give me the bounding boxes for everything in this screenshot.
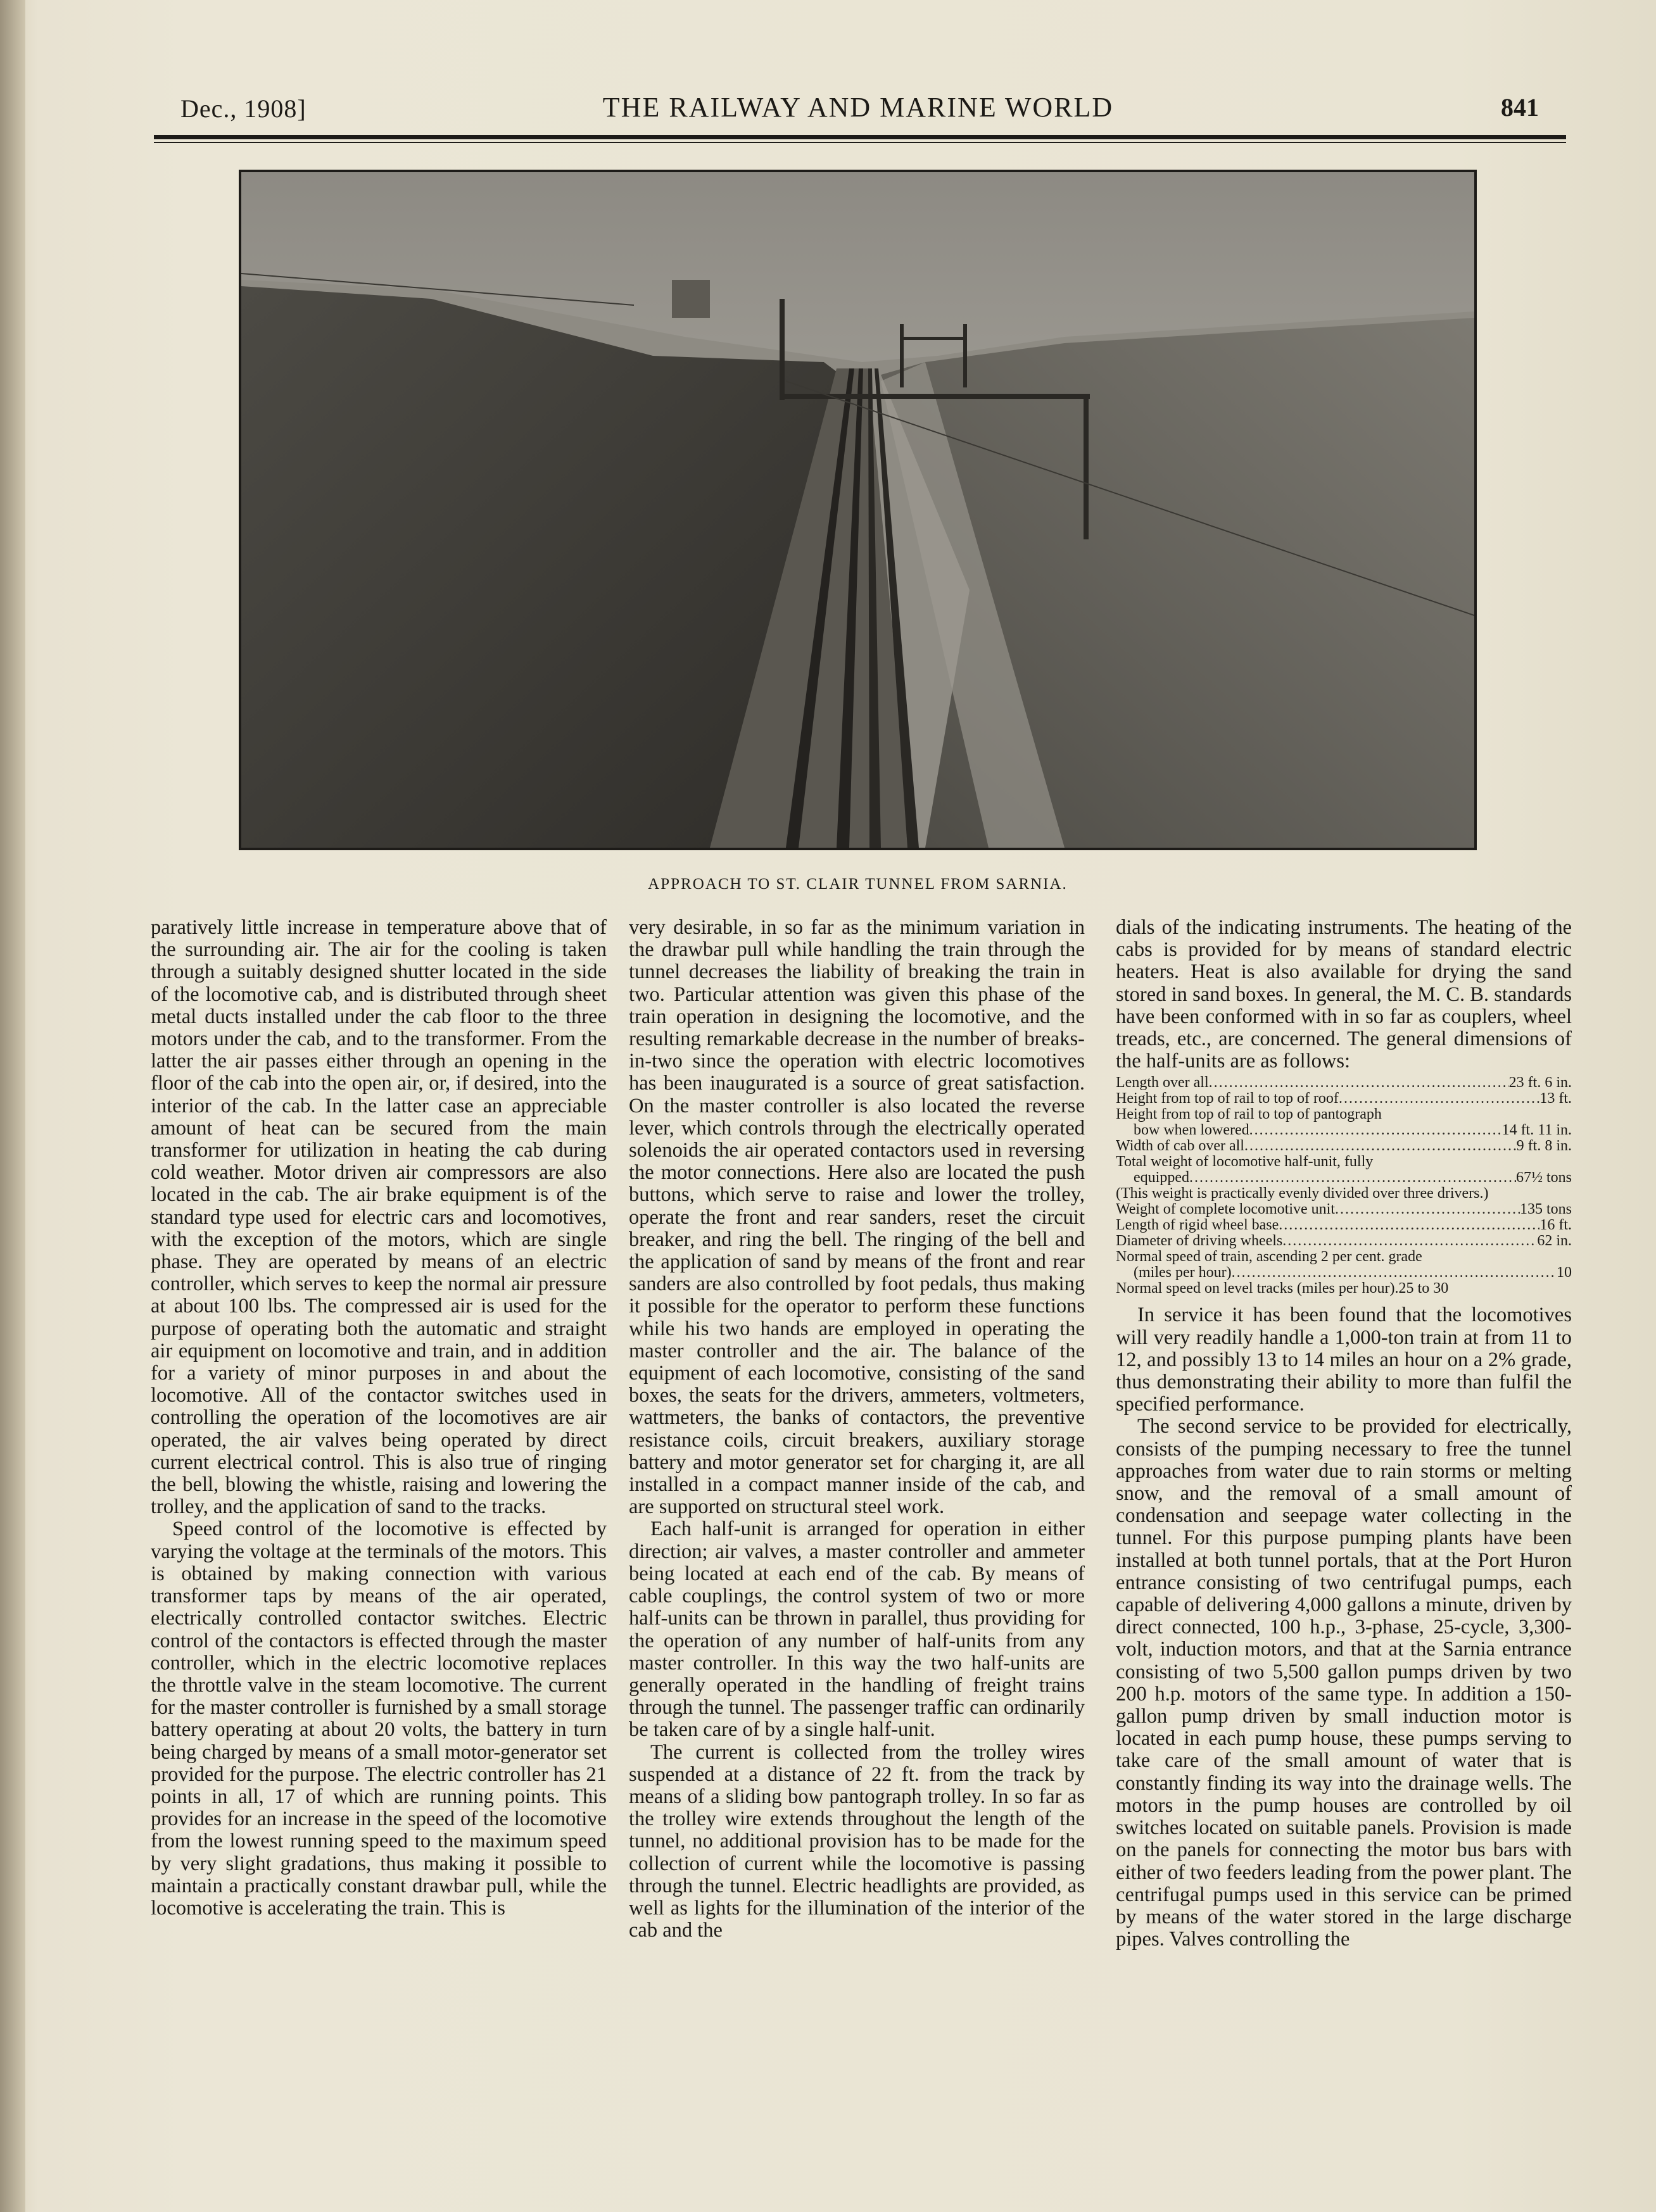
spec-row: Length over all ..... 23 ft. 6 in. [1116, 1075, 1572, 1091]
paragraph: Each half-unit is arranged for operation in either direction; air valves, a master controller and ammeter being located at each end of the cab. By means of cable couplings, the control system of two or more half-units can be thrown in parallel, thus providing for the operation of any number of half-units from any master controller. In this way the two half-units are generally operated in the handling of freight trains through the tunnel. The passenger traffic can ordinarily be taken care of by a single half-unit. [629, 1518, 1085, 1742]
spec-row: Width of cab over all ..... 9 ft. 8 in. [1116, 1138, 1572, 1154]
paragraph: paratively little increase in temperature above that of the surrounding air. The air for the cooling is taken through a suitably designed shutter located in the side of the locomotive cab, and is distributed through sheet metal ducts installed under the cab floor to the three motors under the cab, and to the transformer. From the latter the air passes either through an opening in the floor of the cab into the open air, or, if desired, into the interior of the cab. In the latter case an appreciable amount of heat can be secured from the main transformer for utilization in heating the cab during cold weather. Motor driven air compressors are also located in the cab. The air brake equipment is of the standard type used for electric cars and locomotives, with the exception of the motors, which are single phase. They are operated by means of an electric controller, which serves to keep the normal air pressure at about 100 lbs. The compressed air is used for the purpose of operating both the automatic and straight air equipment on locomotive and train, and in addition for a variety of minor purposes in and about the locomotive. All of the contactor switches used in controlling the operation of the locomotives are air operated, the air valves being operated by direct current electrical control. This is also true of ringing the bell, blowing the whistle, raising and lowering the trolley, and the application of sand to the tracks. [151, 916, 607, 1519]
paragraph: The current is collected from the trolley wires suspended at a distance of 22 ft. from the track by means of a sliding bow pantograph trolley. In so far as the trolley wire extends throughout the length of the tunnel, no additional provision has to be made for the collection of current while the locomotive is passing through the tunnel. Electric headlights are provided, as well as lights for the illumination of the interior of the cab and the [629, 1740, 1085, 1942]
paragraph: dials of the indicating instruments. The heating of the cabs is provided for by means of standard electric heaters. Heat is also available for drying the sand stored in sand boxes. In general, the M. C. B. standards have been conformed with in so far as couplers, wheel treads, etc., are concerned. The general dimensions of the half-units are as follows: [1116, 916, 1572, 1073]
text-column-3 [1116, 917, 1572, 1951]
dimension-table [1116, 1075, 1572, 1297]
spec-row: Normal speed of train, ascending 2 per cent. grade [1116, 1248, 1422, 1266]
journal-title: THE RAILWAY AND MARINE WORLD [602, 92, 1114, 123]
spec-note: (This weight is practically evenly divided over three drivers.) [1116, 1185, 1489, 1202]
header-rule [154, 135, 1566, 139]
text-column-2 [629, 917, 1085, 1942]
header-rule-thin [154, 142, 1566, 143]
spec-row: Total weight of locomotive half-unit, fully [1116, 1153, 1374, 1171]
paragraph: In service it has been found that the locomotives will very readily handle a 1,000-ton train at from 11 to 12, and possibly 13 to 14 miles an hour on a 2% grade, thus demonstrating their ability to more than fulfil the specified performance. [1116, 1304, 1572, 1416]
spec-row: (miles per hour) ..... 10 [1116, 1265, 1572, 1281]
spec-row: Length of rigid wheel base ..... 16 ft. [1116, 1217, 1572, 1233]
paragraph: Speed control of the locomotive is effected by varying the voltage at the terminals of the motors. This is obtained by making connection with various transformer taps by means of the air operated, electrically controlled contactor switches. Electric control of the contactors is effected through the master controller, which in the electric locomotive replaces the throttle valve in the steam locomotive. The current for the master controller is furnished by a small storage battery operating at about 20 volts, the battery in turn being charged by means of a small motor-generator set provided for the purpose. The electric controller has 21 points in all, 17 of which are running points. This provides for an increase in the speed of the locomotive from the lowest running speed to the maximum speed by very slight gradations, thus making it possible to maintain a practically constant drawbar pull, while the locomotive is accelerating the train. This is [151, 1518, 607, 1920]
spec-row: Diameter of driving wheels ..... 62 in. [1116, 1233, 1572, 1249]
spec-row: Height from top of rail to top of pantograph [1116, 1106, 1382, 1123]
figure-caption: APPROACH TO ST. CLAIR TUNNEL FROM SARNIA. [648, 876, 1068, 893]
spec-row: equipped ..... 67½ tons [1116, 1170, 1572, 1186]
binding-gutter [0, 0, 25, 2212]
running-header [152, 89, 1564, 139]
spec-row: Height from top of rail to top of roof ..... 13 ft. [1116, 1091, 1572, 1107]
tunnel-approach-photo [239, 170, 1477, 850]
issue-date: Dec., 1908] [180, 94, 307, 123]
spec-row: bow when lowered ..... 14 ft. 11 in. [1116, 1122, 1572, 1138]
text-column-1 [151, 917, 607, 1920]
paragraph: very desirable, in so far as the minimum variation in the drawbar pull while handling the train through the tunnel decreases the liability of breaking the train in two. Particular attention was given this phase of the train operation in designing the locomotive, and the resulting remarkable decrease in the number of breaks-in-two since the operation with electric locomotives has been inaugurated is a source of great satisfaction. On the master controller is also located the reverse lever, which controls through the electrically operated solenoids the air operated contactors used in reversing the motor connections. Here also are located the push buttons, which serve to raise and lower the trolley, operate the front and rear sanders, reset the circuit breaker, and ring the bell. The ringing of the bell and the application of sand by means of the front and rear sanders are also controlled by foot pedals, thus making it possible for the operator to perform these functions while his two hands are employed in operating the master controller and the air. The balance of the equipment of each locomotive, consisting of the sand boxes, the seats for the drivers, ammeters, voltmeters, wattmeters, the banks of contactors, the preventive resistance coils, circuit breakers, auxiliary storage battery and motor generator set for charging it, are all installed in a compact manner inside of the cab, and are supported on structural steel work. [629, 916, 1085, 1519]
spec-row: Normal speed on level tracks (miles per hour) .25 to 30 [1116, 1280, 1449, 1297]
paragraph: The second service to be provided for electrically, consists of the pumping necessary to free the tunnel approaches from water due to rain storms or melting snow, and the removal of a small amount of condensation and seepage water collecting in the tunnel. For this purpose pumping plants have been installed at both tunnel portals, that at the Port Huron entrance consisting of two centrifugal pumps, each capable of delivering 4,000 gallons a minute, driven by direct connected, 100 h.p., 3-phase, 25-cycle, 3,300-volt, induction motors, and that at the Sarnia entrance consisting of two 5,500 gallon pumps driven by two 200 h.p. motors of the same type. In addition a 150-gallon pump driven by small induction motor is located in each pump house, these pumps serving to take care of the small amount of water that is constantly finding its way into the drainage wells. The motors in the pump houses are controlled by oil switches located on suitable panels. Provision is made on the panels for connecting the motor bus bars with either of two feeders leading from the power plant. The centrifugal pumps used in this service can be primed by means of the water stored in the large discharge pipes. Valves controlling the [1116, 1415, 1572, 1951]
page-number: 841 [1501, 93, 1539, 122]
spec-row: Weight of complete locomotive unit ..... 135 tons [1116, 1202, 1572, 1217]
